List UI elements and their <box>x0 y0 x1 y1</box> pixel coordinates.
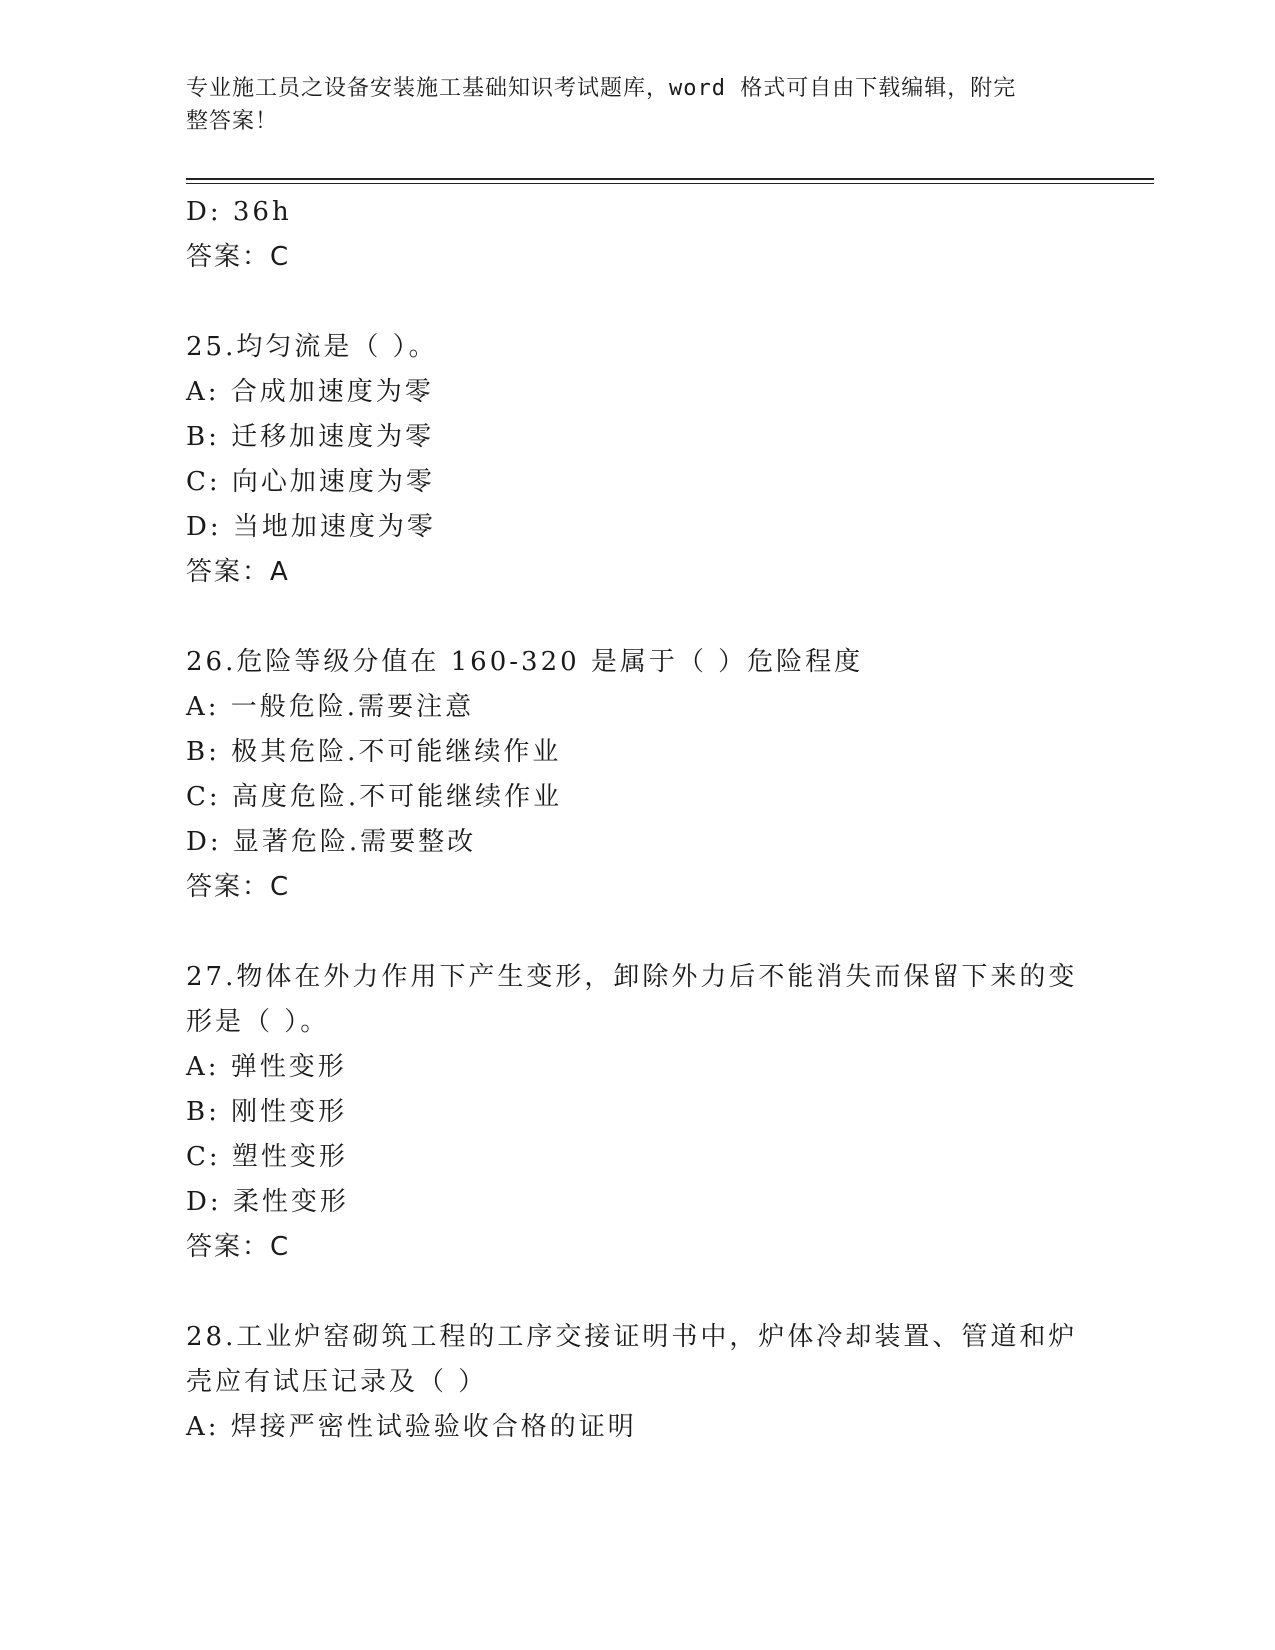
question-stem-line-1: 27.物体在外力作用下产生变形，卸除外力后不能消失而保留下来的变 <box>186 962 1078 992</box>
option-d: D: 36h <box>186 197 292 227</box>
header-divider-thick <box>186 178 1154 180</box>
header-divider-thin <box>186 183 1154 184</box>
answer: 答案：C <box>186 242 291 272</box>
option-c: C: 塑性变形 <box>186 1142 348 1172</box>
question-stem: 25.均匀流是（ ）。 <box>186 332 438 362</box>
spacer <box>186 280 1086 325</box>
answer: 答案：C <box>186 1232 291 1262</box>
option-a: A: 合成加速度为零 <box>186 377 434 407</box>
question-26 <box>186 640 1086 910</box>
question-25 <box>186 325 1086 595</box>
option-d: D: 当地加速度为零 <box>186 512 436 542</box>
option-c: C: 向心加速度为零 <box>186 467 435 497</box>
option-a: A: 一般危险.需要注意 <box>186 692 475 722</box>
question-stem-line-2: 壳应有试压记录及（ ） <box>186 1367 488 1397</box>
question-28 <box>186 1315 1086 1450</box>
option-d: D: 显著危险.需要整改 <box>186 827 477 857</box>
option-c: C: 高度危险.不可能继续作业 <box>186 782 563 812</box>
option-d: D: 柔性变形 <box>186 1187 349 1217</box>
option-a: A: 焊接严密性试验验收合格的证明 <box>186 1412 637 1442</box>
question-27 <box>186 955 1086 1270</box>
question-stem: 26.危险等级分值在 160-320 是属于（ ）危险程度 <box>186 647 864 677</box>
question-stem-line-1: 28.工业炉窑砌筑工程的工序交接证明书中，炉体冷却装置、管道和炉 <box>186 1322 1078 1352</box>
spacer <box>186 1270 1086 1315</box>
answer: 答案：A <box>186 557 290 587</box>
spacer <box>186 910 1086 955</box>
option-a: A: 弹性变形 <box>186 1052 347 1082</box>
option-b: B: 刚性变形 <box>186 1097 348 1127</box>
document-header <box>186 72 1066 138</box>
question-stem-line-2: 形是（ ）。 <box>186 1007 330 1037</box>
answer: 答案：C <box>186 872 291 902</box>
spacer <box>186 595 1086 640</box>
header-line-2: 整答案！ <box>186 109 279 134</box>
question-content <box>186 190 1086 1450</box>
option-b: B: 极其危险.不可能继续作业 <box>186 737 562 767</box>
option-b: B: 迁移加速度为零 <box>186 422 435 452</box>
header-line-1: 专业施工员之设备安装施工基础知识考试题库，word 格式可自由下载编辑，附完 <box>186 76 1017 101</box>
